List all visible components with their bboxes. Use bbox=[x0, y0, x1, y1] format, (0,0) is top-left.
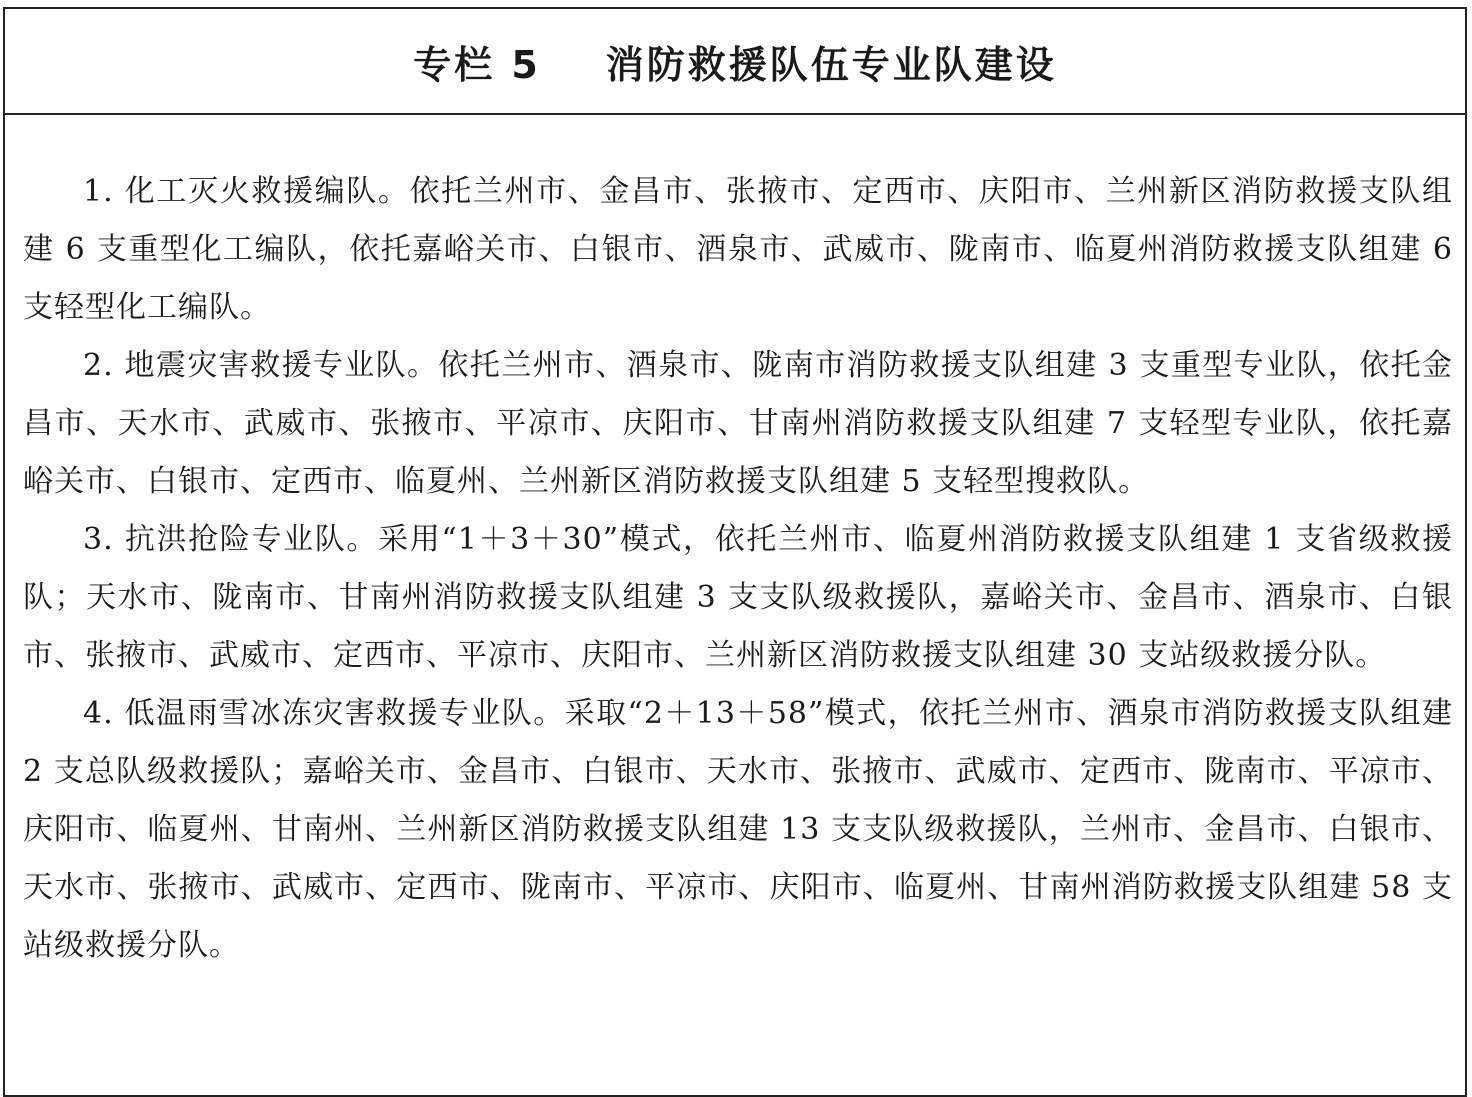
item-chemical-firefighting: 1. 化工灭火救援编队。依托兰州市、金昌市、张掖市、定西市、庆阳市、兰州新区消防救援支队组建 6 支重型化工编队，依托嘉峪关市、白银市、酒泉市、武威市、陇南市、临夏州消防救援支队组建 6 支轻型化工编队。 bbox=[23, 174, 1453, 325]
item-freezing-disaster-rescue: 4. 低温雨雪冰冻灾害救援专业队。采取“2＋13＋58”模式，依托兰州市、酒泉市消防救援支队组建 2 支总队级救援队；嘉峪关市、金昌市、白银市、天水市、张掖市、武威市、定西市、陇南市、平凉市、庆阳市、临夏州、甘南州、兰州新区消防救援支队组建 13 支支队级救援队，兰州市、金昌市、白银市、天水市、张掖市、武威市、定西市、陇南市、平凉市、庆阳市、临夏州、甘南州消防救援支队组建 58 支站级救援分队。 bbox=[23, 696, 1453, 963]
column-content bbox=[23, 163, 1453, 975]
item-earthquake-rescue: 2. 地震灾害救援专业队。依托兰州市、酒泉市、陇南市消防救援支队组建 3 支重型专业队，依托金昌市、天水市、武威市、张掖市、平凉市、庆阳市、甘南州消防救援支队组建 7 支轻型专业队，依托嘉峪关市、白银市、定西市、临夏州、兰州新区消防救援支队组建 5 支轻型搜救队。 bbox=[23, 348, 1453, 499]
column-header bbox=[5, 9, 1465, 115]
column-box bbox=[3, 7, 1467, 1097]
item-flood-rescue: 3. 抗洪抢险专业队。采用“1＋3＋30”模式，依托兰州市、临夏州消防救援支队组建 1 支省级救援队；天水市、陇南市、甘南州消防救援支队组建 3 支支队级救援队，嘉峪关市、金昌市、酒泉市、白银市、张掖市、武威市、定西市、平凉市、庆阳市、兰州新区消防救援支队组建 30 支站级救援分队。 bbox=[23, 522, 1453, 673]
column-title: 专栏 5 消防救援队伍专业队建设 bbox=[413, 42, 1057, 87]
